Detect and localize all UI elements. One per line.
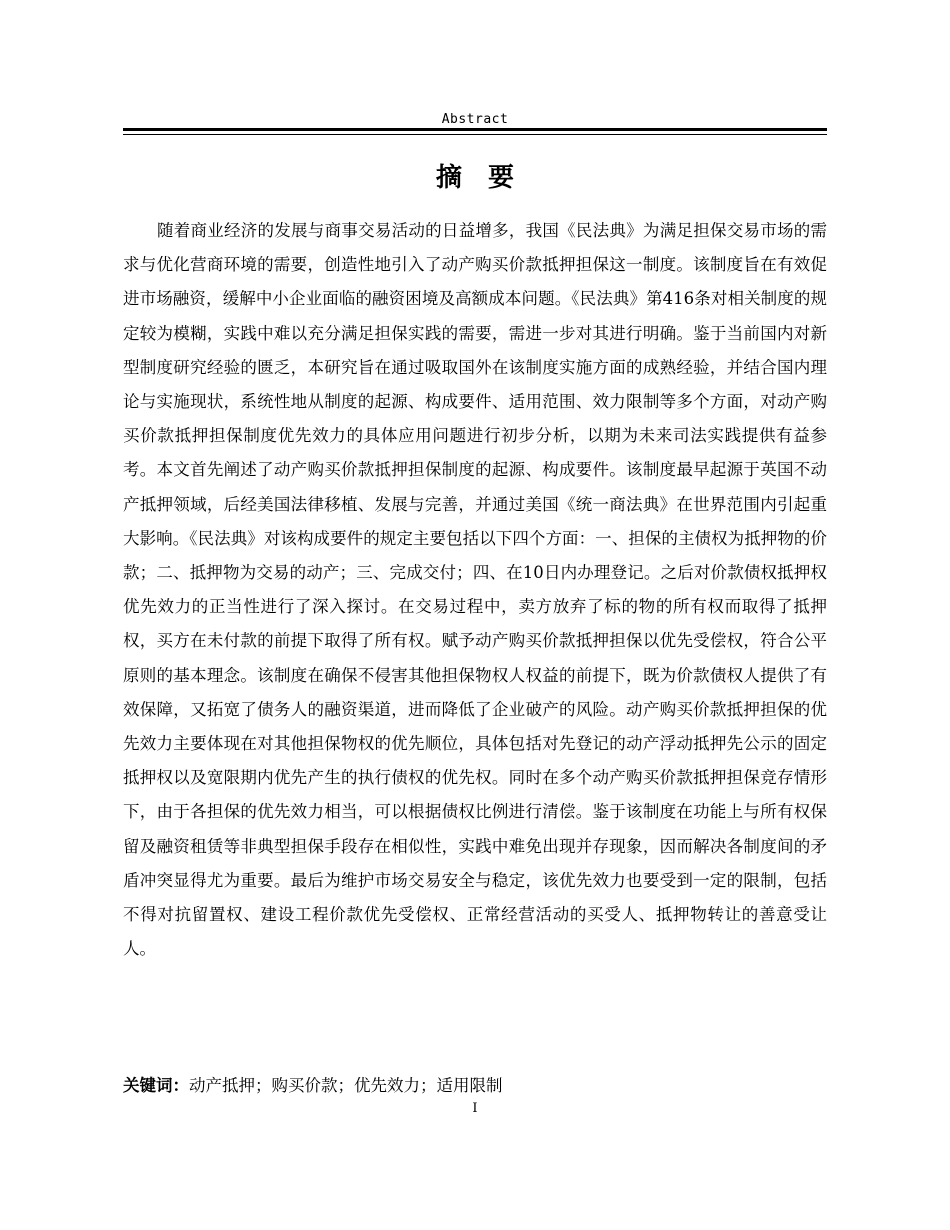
keywords-line (123, 1072, 827, 1100)
header-rule-thin (123, 134, 827, 135)
abstract-body: 随着商业经济的发展与商事交易活动的日益增多，我国《民法典》为满足担保交易市场的需求与优化营商环境的需要，创造性地引入了动产购买价款抵押担保这一制度。该制度旨在有效促进市场融资，缓解中小企业面临的融资困境及高额成本问题。《民法典》第416条对相关制度的规定较为模糊，实践中难以充分满足担保实践的需要，需进一步对其进行明确。鉴于当前国内对新型制度研究经验的匮乏，本研究旨在通过吸取国外在该制度实施方面的成熟经验，并结合国内理论与实施现状，系统性地从制度的起源、构成要件、适用范围、效力限制等多个方面，对动产购买价款抵押担保制度优先效力的具体应用问题进行初步分析，以期为未来司法实践提供有益参考。本文首先阐述了动产购买价款抵押担保制度的起源、构成要件。该制度最早起源于英国不动产抵押领域，后经美国法律移植、发展与完善，并通过美国《统一商法典》在世界范围内引起重大影响。《民法典》对该构成要件的规定主要包括以下四个方面：一、担保的主债权为抵押物的价款；二、抵押物为交易的动产；三、完成交付；四、在10日内办理登记。之后对价款债权抵押权优先效力的正当性进行了深入探讨。在交易过程中，卖方放弃了标的物的所有权而取得了抵押权，买方在未付款的前提下取得了所有权。赋予动产购买价款抵押担保以优先受偿权，符合公平原则的基本理念。该制度在确保不侵害其他担保物权人权益的前提下，既为价款债权人提供了有效保障，又拓宽了债务人的融资渠道，进而降低了企业破产的风险。动产购买价款抵押担保的优先效力主要体现在对其他担保物权的优先顺位，具体包括对先登记的动产浮动抵押先公示的固定抵押权以及宽限期内优先产生的执行债权的优先权。同时在多个动产购买价款抵押担保竞存情形下，由于各担保的优先效力相当，可以根据债权比例进行清偿。鉴于该制度在功能上与所有权保留及融资租赁等非典型担保手段存在相似性，实践中难免出现并存现象，因而解决各制度间的矛盾冲突显得尤为重要。最后为维护市场交易安全与稳定，该优先效力也要受到一定的限制，包括不得对抗留置权、建设工程价款优先受偿权、正常经营活动的买受人、抵押物转让的善意受让人。 (123, 221, 827, 959)
keywords-text: 动产抵押；购买价款；优先效力；适用限制 (189, 1076, 503, 1095)
header-rule-thick (123, 128, 827, 131)
running-header: Abstract (441, 112, 509, 127)
page-number: I (472, 1101, 478, 1116)
page-title: 摘要 (435, 163, 540, 193)
keywords-label: 关键词： (123, 1076, 189, 1095)
